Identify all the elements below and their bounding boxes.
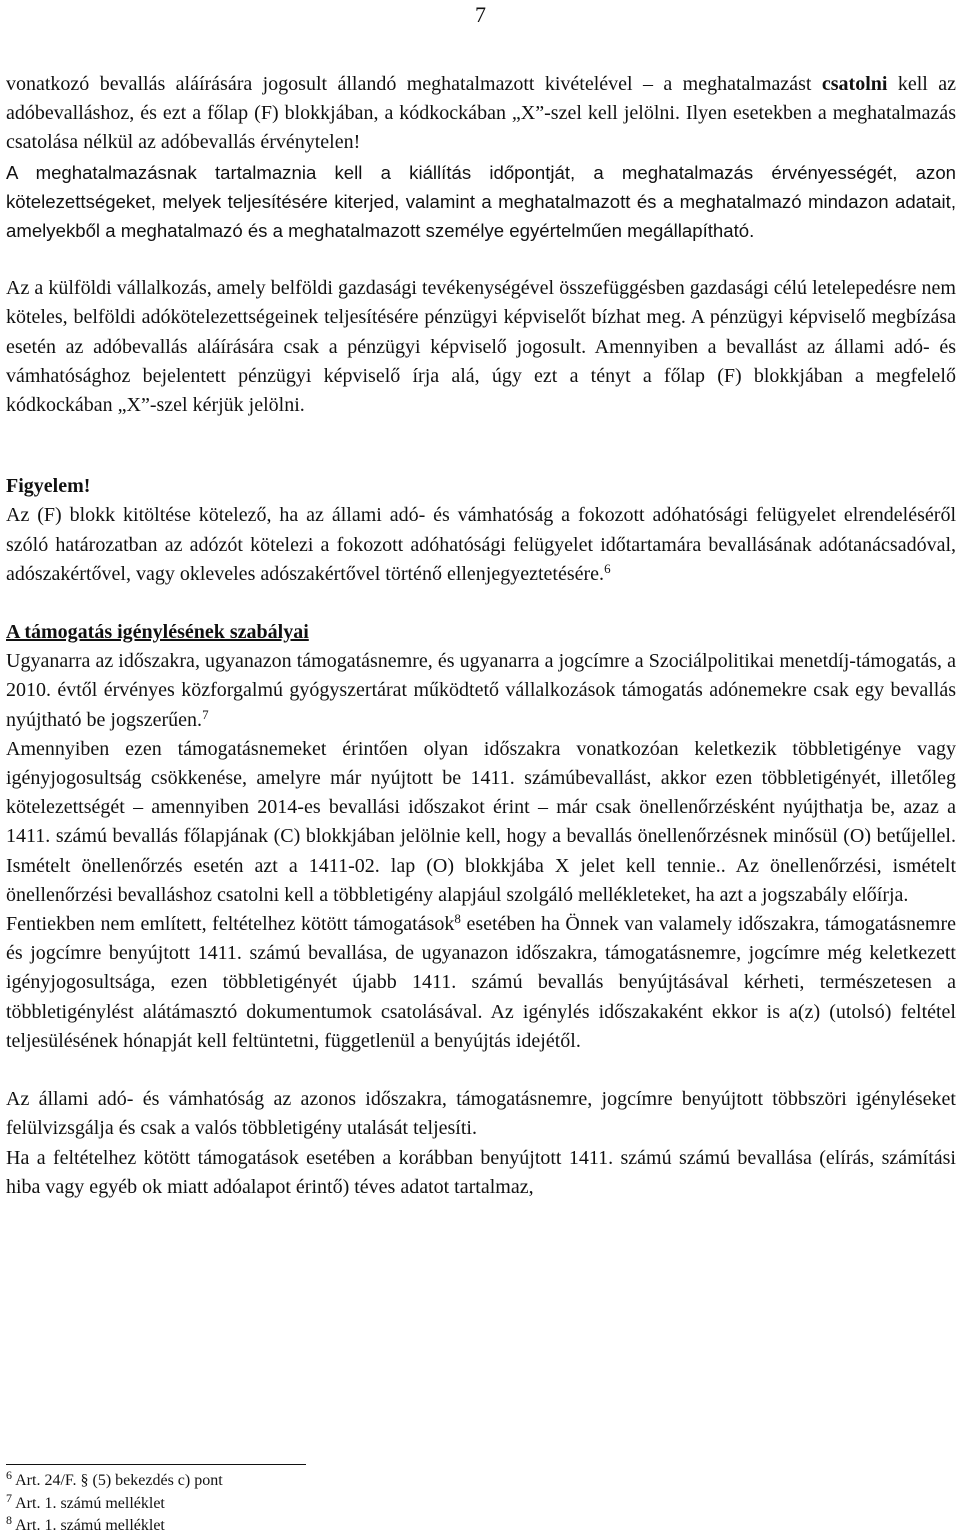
footnote-number: 7: [6, 1490, 12, 1505]
emphasis-attach: csatolni: [821, 73, 888, 95]
text-run: kell az adóbevalláshoz, és ezt a főlap (F) blokkjában, a kódkockában „X”-szel kell jelölni. Ilyen esetekben a meghatalmazás csatolása nélkül az adóbevallás érvénytelen!: [6, 73, 956, 154]
footnote-item: [6, 1490, 223, 1516]
notice-title-text: Figyelem!: [6, 475, 91, 498]
footnotes: [6, 1470, 223, 1538]
paragraph-foreign-enterprise: Az a külföldi vállalkozás, amely belföldi gazdasági tevékenységével összefüggésben gazdasági célú letelepedésre nem köteles, belföldi adókötelezettségeinek teljesítésére pénzügyi képviselőt bízhat meg. A pénzügyi képviselő megbízása esetén az adóbevallás aláírására csak a pénzügyi képviselő jogosult. Amennyiben a bevallást az állami adó- és vámhatósághoz bejelentett pénzügyi képviselő írja alá, úgy ezt a tényt a főlap (F) blokkjában a megfelelő kódkockában „X”-szel kérjük jelölni.: [6, 277, 956, 417]
text-run: Fentiekben nem említett, feltételhez kötött támogatások: [6, 913, 455, 936]
paragraph-review: Az állami adó- és vámhatóság az azonos időszakra, támogatásnemre, jogcímre benyújtott többszöri igényléseket felülvizsgálja és csak a valós többletigény utalását teljesíti.: [6, 1088, 956, 1140]
footnote-number: 8: [6, 1513, 12, 1527]
paragraph-self-revision: Amennyiben ezen támogatásnemeket érintően olyan időszakra vonatkozóan keletkezik többletigénye vagy igényjogosultság csökkenése, amelyre már nyújtott be 1411. számúbevallást, akkor ezen többletigényét, illetőleg kötelezettségét – amennyiben 2014-es bevallási időszakot érint – már csak önellenőrzésként nyújthatja be, azaz a 1411. számú bevallás főlapjának (C) blokkjában jelölnie kell, hogy a bevallás önellenőrzésnek minősül (O) betűjellel. Ismételt önellenőrzés esetén azt a 1411-02. lap (O) blokkjába X jelet kell tennie.. Az önellenőrzési, ismételt önellenőrzési bevalláshoz csatolni kell a többletigény alapjául szolgáló mellékleteket, ha azt a jogszabály előírja.: [6, 737, 956, 906]
notice-text: [6, 501, 956, 589]
text-run: esetében ha Önnek van valamely időszakra, támogatásnemre és jogcímre benyújtott 1411. számú bevallása, de ugyanazon időszakra, támogatásnemre, jogcímre még keletkezett igényjogosultsága, ezen többletigényét újabb 1411. számú bevallás benyújtásával kérheti, természetesen a többletigénylést alátámasztó dokumentumok csatolásával. Az igénylés időszakaként ekkor is a(z) (utolsó) feltétel teljesülésének hónapját kell feltüntetni, függetlenül a benyújtás idejétől.: [6, 913, 956, 1052]
page-number: 7: [475, 2, 486, 27]
footnote-item: [6, 1515, 223, 1538]
footnote-text: Art. 1. számú melléklet: [15, 1494, 165, 1512]
footnote-ref-8[interactable]: 8: [454, 911, 461, 927]
text-run: Ugyanarra az időszakra, ugyanazon támogatásnemre, és ugyanarra a jogcímre a Szociálpolitikai menetdíj-támogatás, a 2010. évtől érvényes közforgalmú gyógyszertárat működtető vállalkozások támogatás adónemekre csak egy bevallás nyújtható be jogszerűen.: [6, 650, 956, 731]
body-text: [6, 70, 956, 1202]
paragraph-single-return: [6, 647, 956, 735]
footnote-ref-7[interactable]: 7: [202, 706, 209, 722]
paragraph-conditional-support: [6, 910, 956, 1056]
text-run: vonatkozó bevallás aláírására jogosult állandó meghatalmazott kivételével – a meghatalmazást: [6, 73, 822, 95]
footnote-separator: [6, 1464, 306, 1465]
notice-title: [6, 472, 956, 501]
footnote-number: 6: [6, 1468, 12, 1482]
footnote-text: Art. 24/F. § (5) bekezdés c) pont: [15, 1472, 223, 1489]
footnote-item: [6, 1470, 223, 1493]
footnote-ref-6[interactable]: 6: [604, 560, 611, 576]
paragraph-power-of-attorney-contents: A meghatalmazásnak tartalmaznia kell a kiállítás időpontját, a meghatalmazás érvényességét, azon kötelezettségeket, melyek teljesítésére kiterjed, valamint a meghatalmazott és a meghatalmazó mindazon adatait, amelyekből a meghatalmazó és a meghatalmazott személye egyértelműen megállapítható.: [6, 161, 956, 242]
section-heading-text: A támogatás igénylésének szabályai: [6, 621, 309, 644]
footnote-text: Art. 1. számú melléklet: [15, 1517, 165, 1534]
paragraph-erroneous-data: Ha a feltételhez kötött támogatások esetében a korábban benyújtott 1411. számú számú bevallása (elírás, számítási hiba vagy egyéb ok miatt adóalapot érintő) téves adatot tartalmaz,: [6, 1146, 956, 1198]
text-run: Az (F) blokk kitöltése kötelező, ha az állami adó- és vámhatóság a fokozott adóhatósági felügyelet elrendeléséről szóló határozatban az adózót kötelezi a fokozott adóhatósági felügyelet időtartamára bevallásának adótanácsadóval, adószakértővel, vagy okleveles adószakértővel történő ellenjegyeztetésére.: [6, 504, 956, 585]
paragraph-authorization: [6, 70, 956, 158]
section-heading: [6, 618, 956, 647]
